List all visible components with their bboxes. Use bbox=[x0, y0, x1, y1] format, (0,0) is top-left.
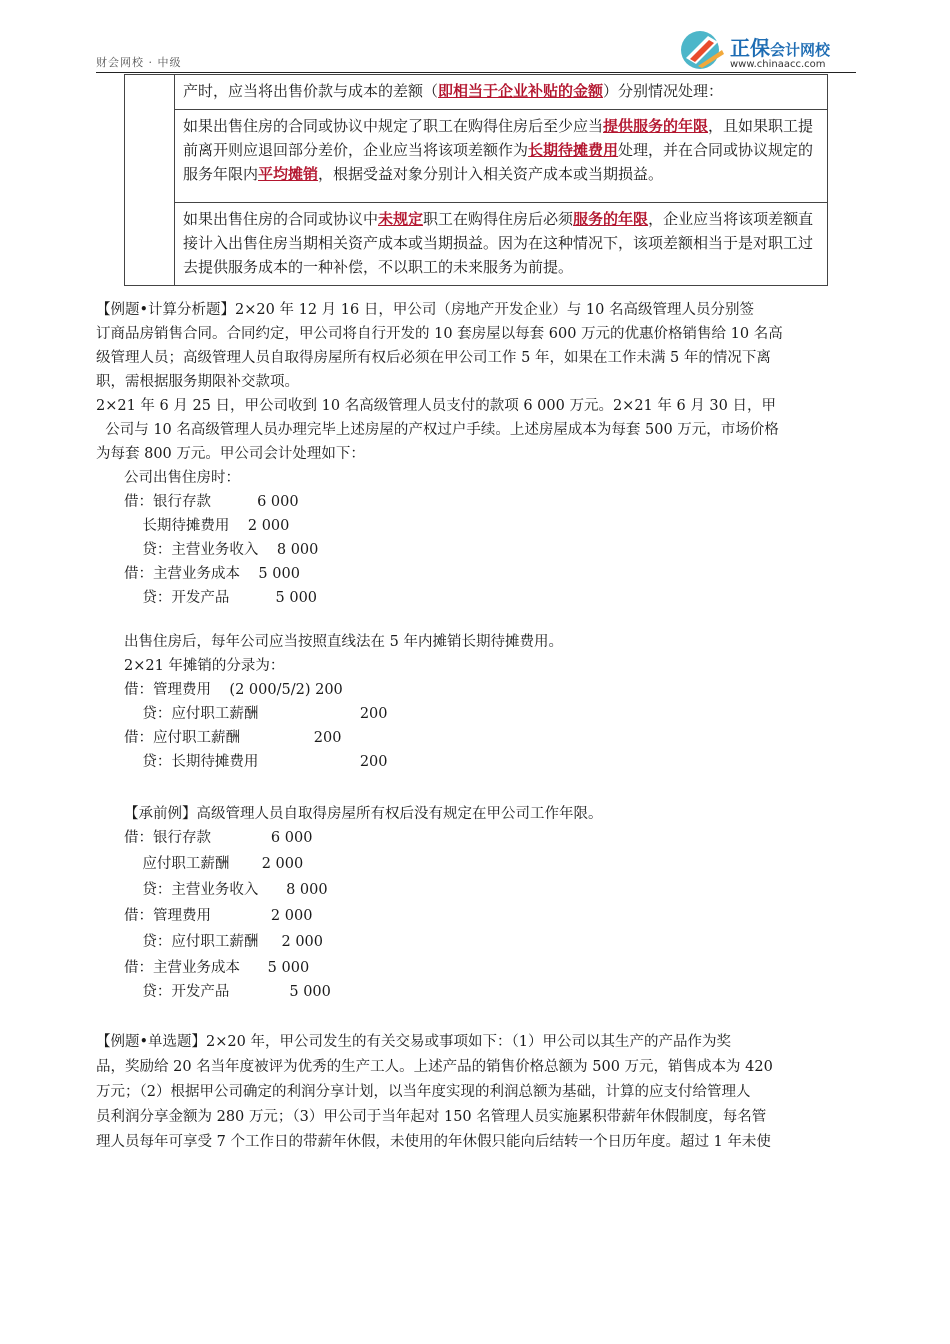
logo[interactable] bbox=[678, 28, 868, 74]
example3-line: 万元；（2）根据甲公司确定的利润分享计划，以当年度实现的利润总额为基础，计算的应支付给管理人 bbox=[96, 1084, 751, 1100]
example1-line: 公司与 10 名高级管理人员办理完毕上述房屋的产权过户手续。上述房屋成本为每套 500 万元，市场价格 bbox=[96, 422, 779, 438]
logo-mark-icon bbox=[678, 28, 726, 70]
logo-title-main: 正保 bbox=[730, 36, 770, 60]
cell-text: ）分别情况处理： bbox=[603, 82, 724, 100]
journal-line: 借：主营业务成本 5 000 bbox=[124, 566, 300, 582]
cell-text: ，企业应当将该项差额直接计入出售住房当期相关资产成本或当期损益。因为在这种情况下，该项差额相当于是对职工过去提供服务成本的一种补偿，不以职工的未来服务为前提。 bbox=[183, 210, 814, 276]
example1-line: 职，需根据服务期限补交款项。 bbox=[96, 374, 299, 390]
example1-line: 级管理人员；高级管理人员自取得房屋所有权后必须在甲公司工作 5 年，如果在工作未满 5 年的情况下离 bbox=[96, 350, 771, 366]
highlight-text: 即相当于企业补贴的金额 bbox=[438, 82, 604, 100]
journal-line: 公司出售住房时： bbox=[124, 470, 240, 486]
journal-line: 借：管理费用 (2 000/5/2) 200 bbox=[124, 682, 343, 698]
table-cell bbox=[175, 203, 828, 286]
highlight-text: 长期待摊费用 bbox=[528, 141, 619, 159]
example2-title: 【承前例】高级管理人员自取得房屋所有权后没有规定在甲公司工作年限。 bbox=[124, 806, 603, 822]
journal-line: 借：应付职工薪酬 200 bbox=[124, 730, 342, 746]
journal-line: 贷：开发产品 5 000 bbox=[124, 984, 331, 1000]
table-left-cell bbox=[125, 75, 175, 286]
table-row bbox=[125, 75, 828, 110]
logo-url: www.chinaacc.com bbox=[730, 59, 826, 70]
cell-text: ，根据受益对象分别计入相关资产成本或当期损益。 bbox=[318, 165, 664, 183]
journal-line: 贷：应付职工薪酬 200 bbox=[124, 706, 388, 722]
cell-text: 如果出售住房的合同或协议中规定了职工在购得住房后至少应当 bbox=[183, 117, 604, 135]
example1-line: 订商品房销售合同。合同约定，甲公司将自行开发的 10 套房屋以每套 600 万元的优惠价格销售给 10 名高 bbox=[96, 326, 783, 342]
cell-text: ，且如果职工提前离开则应退回部分差价，企业应当将该项差额作为 bbox=[183, 117, 814, 159]
example3-line: 理人员每年可享受 7 个工作日的带薪年休假，未使用的年休假只能向后结转一个日历年度。超过 1 年未使 bbox=[96, 1134, 771, 1150]
table-row bbox=[125, 110, 828, 203]
journal-line: 贷：主营业务收入 8 000 bbox=[124, 882, 328, 898]
journal-line: 贷：主营业务收入 8 000 bbox=[124, 542, 319, 558]
journal-line: 贷：开发产品 5 000 bbox=[124, 590, 318, 606]
header-left-text: 财会网校 · 中级 bbox=[96, 56, 182, 69]
housing-treatment-table bbox=[124, 74, 828, 286]
highlight-text: 平均摊销 bbox=[258, 165, 319, 183]
example3-line: 【例题•单选题】2×20 年，甲公司发生的有关交易或事项如下：（1）甲公司以其生产的产品作为奖 bbox=[96, 1034, 731, 1050]
example3-line: 员利润分享金额为 280 万元；（3）甲公司于当年起对 150 名管理人员实施累积带薪年休假制度，每名管 bbox=[96, 1109, 767, 1125]
cell-text: 处理，并在合同或协议规定的服务年限内 bbox=[183, 141, 814, 183]
journal-line: 借：银行存款 6 000 bbox=[124, 494, 299, 510]
highlight-text: 提供服务的年限 bbox=[603, 117, 709, 135]
highlight-text: 服务的年限 bbox=[573, 210, 649, 228]
example1-line: 【例题•计算分析题】2×20 年 12 月 16 日，甲公司（房地产开发企业）与 10 名高级管理人员分别签 bbox=[96, 302, 754, 318]
logo-title-sub: 会计网校 bbox=[770, 41, 831, 59]
table-cell bbox=[175, 110, 828, 203]
cell-text: 产时，应当将出售价款与成本的差额（ bbox=[183, 82, 439, 100]
journal-line: 2×21 年摊销的分录为： bbox=[124, 658, 285, 674]
example1-line: 2×21 年 6 月 25 日，甲公司收到 10 名高级管理人员支付的款项 6 000 万元。2×21 年 6 月 30 日，甲 bbox=[96, 398, 776, 414]
highlight-text: 未规定 bbox=[378, 210, 424, 228]
table-cell bbox=[175, 75, 828, 110]
logo-title bbox=[730, 32, 830, 61]
example3-line: 品，奖励给 20 名当年度被评为优秀的生产工人。上述产品的销售价格总额为 500 万元，销售成本为 420 bbox=[96, 1059, 773, 1075]
table-row bbox=[125, 203, 828, 286]
journal-line: 应付职工薪酬 2 000 bbox=[124, 856, 304, 872]
journal-line: 借：管理费用 2 000 bbox=[124, 908, 313, 924]
journal-line: 借：主营业务成本 5 000 bbox=[124, 960, 310, 976]
journal-line: 借：银行存款 6 000 bbox=[124, 830, 313, 846]
cell-text: 职工在购得住房后必须 bbox=[423, 210, 574, 228]
journal-line: 贷：长期待摊费用 200 bbox=[124, 754, 388, 770]
cell-text: 如果出售住房的合同或协议中 bbox=[183, 210, 379, 228]
example1-line: 为每套 800 万元。甲公司会计处理如下： bbox=[96, 446, 365, 462]
journal-line: 出售住房后，每年公司应当按照直线法在 5 年内摊销长期待摊费用。 bbox=[124, 634, 563, 650]
journal-line: 贷：应付职工薪酬 2 000 bbox=[124, 934, 323, 950]
journal-line: 长期待摊费用 2 000 bbox=[124, 518, 290, 534]
